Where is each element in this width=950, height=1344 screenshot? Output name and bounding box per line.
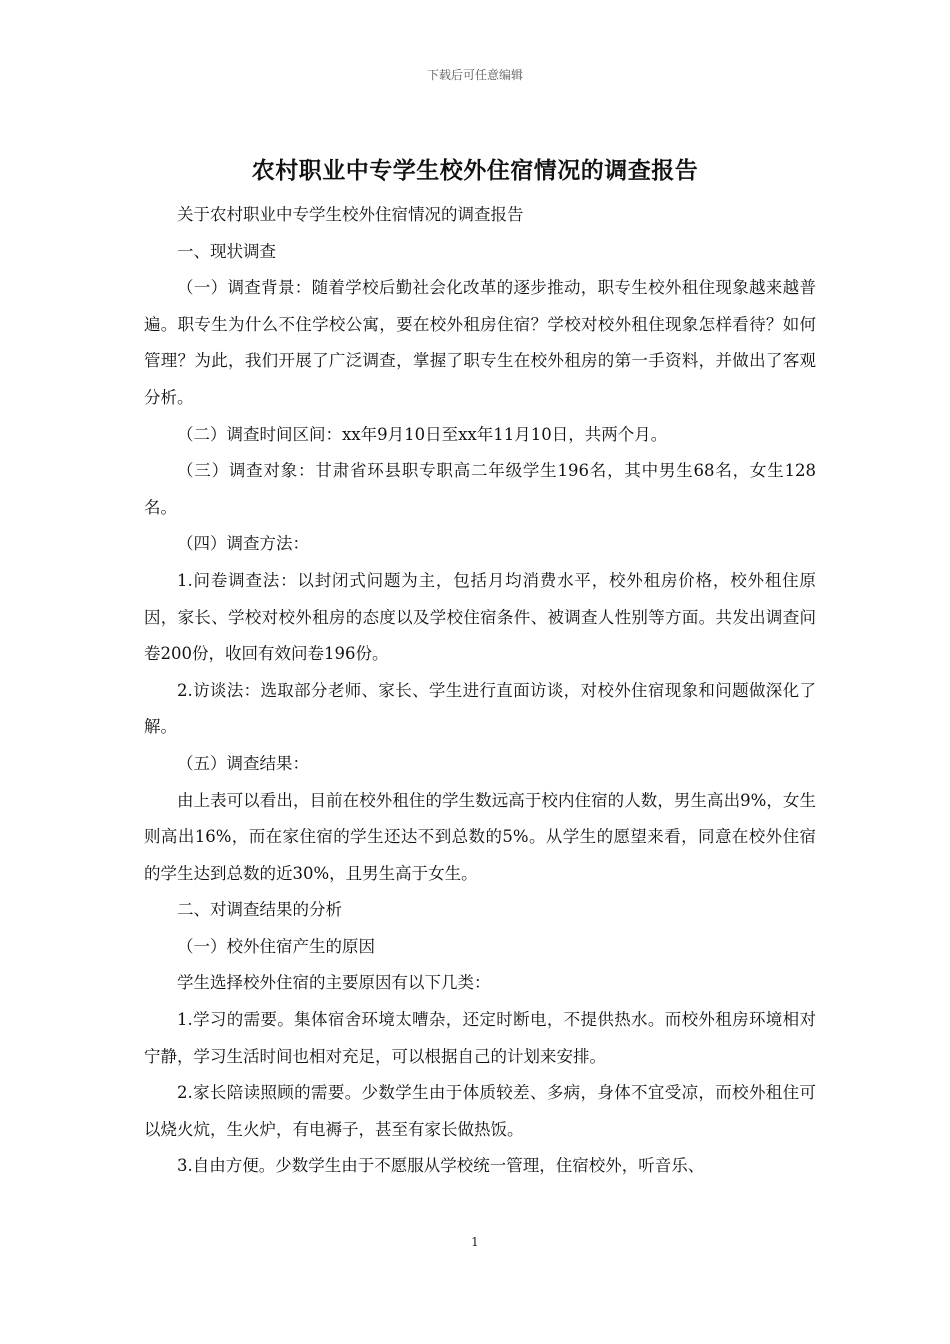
paragraph-background: （一）调查背景：随着学校后勤社会化改革的逐步推动，职专生校外租住现象越来越普遍。职专生为什么不住学校公寓，要在校外租房住宿？学校对校外租住现象怎样看待？如何管理？为此，我们开展了广泛调查，掌握了职专生在校外租房的第一手资料，并做出了客观分析。 (144, 278, 816, 407)
paragraph-results-heading: （五）调查结果： (177, 753, 309, 773)
section-heading-2: 二、对调查结果的分析 (177, 900, 342, 920)
paragraph-method-interview: 2.访谈法：选取部分老师、家长、学生进行直面访谈，对校外住宿现象和问题做深化了解。 (144, 680, 816, 737)
page-number: 1 (471, 1235, 479, 1249)
paragraph-subtitle: 关于农村职业中专学生校外住宿情况的调查报告 (177, 205, 524, 224)
paragraph-results: 由上表可以看出，目前在校外租住的学生数远高于校内住宿的人数，男生高出9%，女生则高出16%，而在家住宿的学生还达不到总数的5%。从学生的愿望来看，同意在校外住宿的学生达到总数的近30%，且男生高于女生。 (144, 790, 816, 883)
paragraph-method-survey: 1.问卷调查法：以封闭式问题为主，包括月均消费水平，校外租房价格，校外租住原因，家长、学校对校外租房的态度以及学校住宿条件、被调查人性别等方面。共发出调查问卷200份，收回有效问卷196份。 (144, 570, 816, 664)
section-heading-1: 一、现状调查 (177, 241, 276, 261)
paragraph-time-range: （二）调查时间区间：xx年9月10日至xx年11月10日，共两个月。 (177, 424, 668, 444)
paragraph-causes-heading: （一）校外住宿产生的原因 (177, 936, 375, 956)
paragraph-methods-heading: （四）调查方法： (177, 534, 309, 554)
paragraph-cause-parents: 2.家长陪读照顾的需要。少数学生由于体质较差、多病，身体不宜受凉，而校外租住可以烧火炕，生火炉，有电褥子，甚至有家长做热饭。 (144, 1083, 816, 1139)
page-header: 下载后可任意编辑 (426, 68, 523, 82)
paragraph-subjects: （三）调查对象：甘肃省环县职专职高二年级学生196名，其中男生68名，女生128名。 (144, 461, 816, 517)
paragraph-causes-intro: 学生选择校外住宿的主要原因有以下几类： (177, 973, 491, 993)
document-body (144, 197, 816, 1185)
paragraph-cause-study: 1.学习的需要。集体宿舍环境太嘈杂，还定时断电，不提供热水。而校外租房环境相对宁静，学习生活时间也相对充足，可以根据自己的计划来安排。 (144, 1010, 816, 1066)
document-title: 农村职业中专学生校外住宿情况的调查报告 (251, 157, 699, 184)
paragraph-cause-freedom: 3.自由方便。少数学生由于不愿服从学校统一管理，住宿校外，听音乐、 (177, 1156, 705, 1176)
